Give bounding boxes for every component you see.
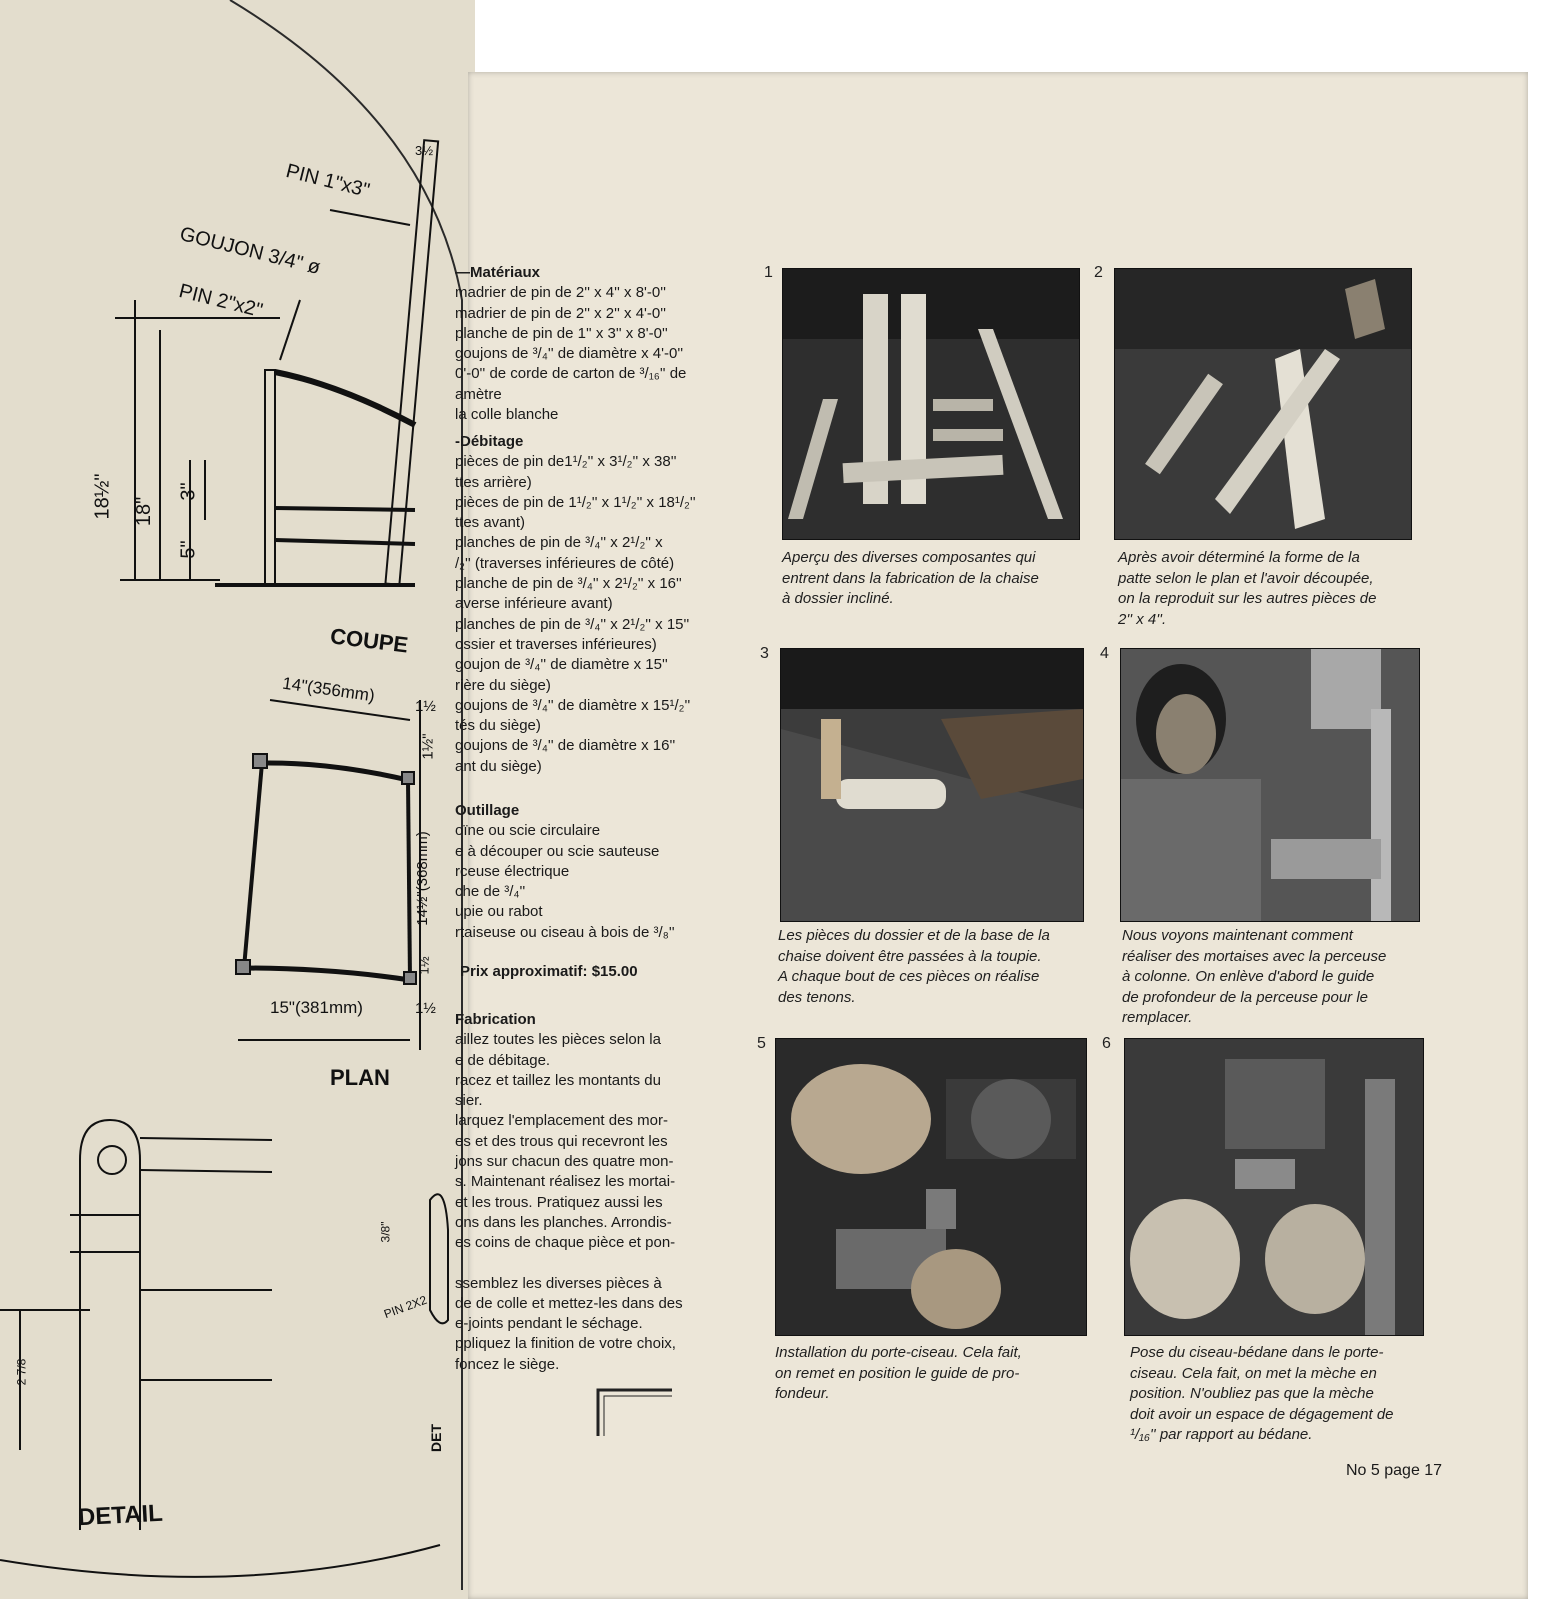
photo-caption bbox=[1130, 1343, 1394, 1446]
debitage-line: ttes avant) bbox=[455, 514, 526, 532]
materials-line: planche de pin de 1'' x 3'' x 8'-0'' bbox=[455, 324, 668, 342]
detail-partial-label: DET bbox=[428, 1424, 444, 1452]
debitage-line: goujon de ³/₄'' de diamètre x 15'' bbox=[455, 656, 668, 674]
photo-number: 4 bbox=[1100, 645, 1109, 662]
photo-number: 1 bbox=[764, 264, 773, 281]
pin-2x2-small-label: PIN 2X2 bbox=[381, 1292, 429, 1322]
materials-heading: —Matériaux bbox=[455, 264, 541, 281]
outillage-line: oïne ou scie circulaire bbox=[455, 822, 601, 840]
debitage-line: goujons de ³/₄'' de diamètre x 15¹/₂'' bbox=[455, 696, 691, 714]
debitage-line: averse inférieure avant) bbox=[455, 595, 613, 613]
goujon-label: GOUJON 3/4" ø bbox=[177, 222, 323, 280]
materials-section bbox=[455, 263, 686, 425]
caption-line: ciseau. Cela fait, on met la mèche en bbox=[1130, 1364, 1377, 1382]
caption-line: Nous voyons maintenant comment bbox=[1122, 927, 1353, 944]
caption-line: à colonne. On enlève d'abord le guide bbox=[1122, 968, 1375, 985]
caption-line: A chaque bout de ces pièces on réalise bbox=[778, 968, 1040, 985]
detail-label: DETAIL bbox=[77, 1499, 164, 1532]
caption-line: Après avoir déterminé la forme de la bbox=[1118, 549, 1360, 566]
dim-18-5-label: 18½" bbox=[91, 473, 114, 520]
caption-line: 2'' x 4''. bbox=[1118, 610, 1167, 628]
dim-5-label: 5" bbox=[177, 540, 200, 559]
caption-line: doit avoir un espace de dégagement de bbox=[1130, 1405, 1394, 1423]
dim-1-5-a-label: 1½ bbox=[415, 698, 436, 715]
debitage-line: planches de pin de ³/₄'' x 2¹/₂'' x bbox=[455, 534, 663, 552]
caption-line: à dossier incliné. bbox=[782, 590, 894, 607]
page-footer: No 5 page 17 bbox=[1346, 1462, 1443, 1479]
fabrication-line: et les trous. Pratiquez aussi les bbox=[455, 1193, 663, 1211]
debitage-line: ossier et traverses inférieures) bbox=[455, 635, 657, 653]
debitage-line: planche de pin de ³/₄'' x 2¹/₂'' x 16'' bbox=[455, 575, 682, 593]
fabrication-line: aillez toutes les pièces selon la bbox=[455, 1031, 661, 1049]
fabrication-line: es coins de chaque pièce et pon- bbox=[455, 1234, 676, 1252]
dim-3-8-label: 3/8" bbox=[378, 1221, 393, 1243]
caption-line: remplacer. bbox=[1122, 1009, 1193, 1026]
photo-4 bbox=[1120, 648, 1420, 922]
photo-caption bbox=[778, 926, 1050, 1008]
fabrication-line: sier. bbox=[455, 1092, 483, 1110]
materials-line: 0'-0'' de corde de carton de ³/₁₆'' de bbox=[455, 365, 687, 383]
fabrication-line: de de colle et mettez-les dans des bbox=[455, 1294, 683, 1312]
dim-1-5-b-label: 1½" bbox=[419, 733, 437, 760]
caption-line: Pose du ciseau-bédane dans le porte- bbox=[1130, 1344, 1384, 1361]
caption-line: chaise doivent être passées à la toupie. bbox=[778, 947, 1042, 965]
fabrication-line: racez et taillez les montants du bbox=[455, 1071, 661, 1089]
outillage-line: rceuse électrique bbox=[455, 862, 570, 880]
fabrication-line: jons sur chacun des quatre mon- bbox=[455, 1153, 674, 1171]
caption-line: Les pièces du dossier et de la base de la bbox=[778, 927, 1050, 944]
materials-line: madrier de pin de 2'' x 4'' x 8'-0'' bbox=[455, 284, 666, 302]
photo-number: 6 bbox=[1102, 1035, 1111, 1052]
caption-line: fondeur. bbox=[775, 1385, 830, 1402]
caption-line: Installation du porte-ciseau. Cela fait, bbox=[775, 1344, 1022, 1361]
caption-line: on remet en position le guide de pro- bbox=[775, 1364, 1020, 1382]
price-line: Prix approximatif: $15.00 bbox=[460, 963, 638, 980]
photo-caption bbox=[782, 548, 1039, 610]
debitage-line: rière du siège) bbox=[455, 676, 551, 694]
photo-2 bbox=[1114, 268, 1412, 540]
photo-1 bbox=[782, 268, 1080, 540]
caption-line: de profondeur de la perceuse pour le bbox=[1122, 988, 1369, 1006]
debitage-line: ttes arrière) bbox=[455, 473, 532, 491]
debitage-line: pièces de pin de 1¹/₂'' x 1¹/₂'' x 18¹/₂'' bbox=[455, 493, 696, 511]
pin-2x2-label: PIN 2"x2" bbox=[176, 280, 265, 323]
debitage-line: planches de pin de ³/₄'' x 2¹/₂'' x 15'' bbox=[455, 615, 690, 633]
caption-line: position. N'oubliez pas que la mèche bbox=[1130, 1385, 1374, 1402]
dim-278-label: 2 7/8 bbox=[14, 1358, 29, 1386]
caption-line: entrent dans la fabrication de la chaise bbox=[782, 569, 1039, 587]
caption-line: ¹/₁₆'' par rapport au bédane. bbox=[1130, 1426, 1313, 1443]
end-mark-icon bbox=[596, 1388, 676, 1438]
outillage-line: upie ou rabot bbox=[455, 903, 543, 921]
fabrication-line: larquez l'emplacement des mor- bbox=[455, 1112, 668, 1130]
caption-line: réaliser des mortaises avec la perceuse bbox=[1122, 947, 1387, 965]
dim-15-label: 15"(381mm) bbox=[270, 998, 363, 1017]
materials-line: goujons de ³/₄'' de diamètre x 4'-0'' bbox=[455, 345, 684, 363]
photo-caption bbox=[1122, 926, 1386, 1029]
dim-14-label: 14"(356mm) bbox=[281, 673, 376, 706]
photo-5 bbox=[775, 1038, 1087, 1336]
materials-line: la colle blanche bbox=[455, 406, 559, 424]
caption-line: patte selon le plan et l'avoir découpée, bbox=[1118, 569, 1374, 587]
fabrication-line: foncez le siège. bbox=[455, 1355, 560, 1373]
caption-line: des tenons. bbox=[778, 988, 856, 1006]
outillage-line: che de ³/₄'' bbox=[455, 883, 526, 901]
photo-caption bbox=[775, 1343, 1022, 1405]
fabrication-line: e-joints pendant le séchage. bbox=[455, 1315, 643, 1333]
plan-label: PLAN bbox=[330, 1065, 390, 1090]
debitage-line: tés du siège) bbox=[455, 717, 541, 735]
debitage-line: ant du siège) bbox=[455, 757, 542, 775]
fabrication-line: e de débitage. bbox=[455, 1051, 551, 1069]
outillage-section bbox=[455, 801, 675, 943]
photo-caption bbox=[1118, 548, 1376, 630]
dim-1-5-d-label: 1½ bbox=[415, 1000, 436, 1017]
caption-line: on la reproduit sur les autres pièces de bbox=[1118, 590, 1377, 607]
outillage-line: rtaiseuse ou ciseau à bois de ³/₈'' bbox=[455, 923, 675, 941]
debitage-heading: -Débitage bbox=[455, 433, 524, 450]
debitage-line: pièces de pin de1¹/₂'' x 3¹/₂'' x 38'' bbox=[455, 453, 677, 471]
caption-line: Aperçu des diverses composantes qui bbox=[782, 549, 1036, 566]
fabrication-line: ssemblez les diverses pièces à bbox=[455, 1274, 662, 1292]
fabrication-section bbox=[455, 1010, 683, 1375]
photo-3 bbox=[780, 648, 1084, 922]
fabrication-line: ons dans les planches. Arrondis- bbox=[455, 1213, 672, 1231]
fabrication-line: ppliquez la finition de votre choix, bbox=[455, 1335, 676, 1353]
fabrication-line: s. Maintenant réalisez les mortai- bbox=[455, 1173, 676, 1191]
debitage-line: goujons de ³/₄'' de diamètre x 16'' bbox=[455, 737, 676, 755]
photo-number: 2 bbox=[1094, 264, 1103, 281]
dim-1-5-c-label: 1½ bbox=[416, 956, 432, 975]
debitage-section bbox=[455, 432, 696, 777]
coupe-label: COUPE bbox=[328, 623, 410, 658]
debitage-line: /₂'' (traverses inférieures de côté) bbox=[455, 554, 675, 572]
outillage-heading: Outillage bbox=[455, 802, 520, 819]
fabrication-line bbox=[455, 1254, 683, 1274]
pin-1x3-label: PIN 1"x3" bbox=[283, 160, 372, 203]
dim-side-label: 14½"(368mm) bbox=[413, 831, 431, 926]
outillage-line: e à découper ou scie sauteuse bbox=[455, 842, 660, 860]
dim-3-5-label: 3½ bbox=[415, 143, 434, 158]
left-page-drawing bbox=[0, 0, 475, 1599]
photo-number: 5 bbox=[757, 1035, 766, 1052]
photo-number: 3 bbox=[760, 645, 769, 662]
fabrication-heading: Fabrication bbox=[455, 1011, 536, 1028]
fabrication-line: es et des trous qui recevront les bbox=[455, 1132, 668, 1150]
materials-line: amètre bbox=[455, 385, 502, 403]
photo-6 bbox=[1124, 1038, 1424, 1336]
dim-18-label: 18" bbox=[133, 496, 156, 527]
materials-line: madrier de pin de 2'' x 2'' x 4'-0'' bbox=[455, 304, 666, 322]
dim-3-label: 3" bbox=[177, 482, 200, 501]
